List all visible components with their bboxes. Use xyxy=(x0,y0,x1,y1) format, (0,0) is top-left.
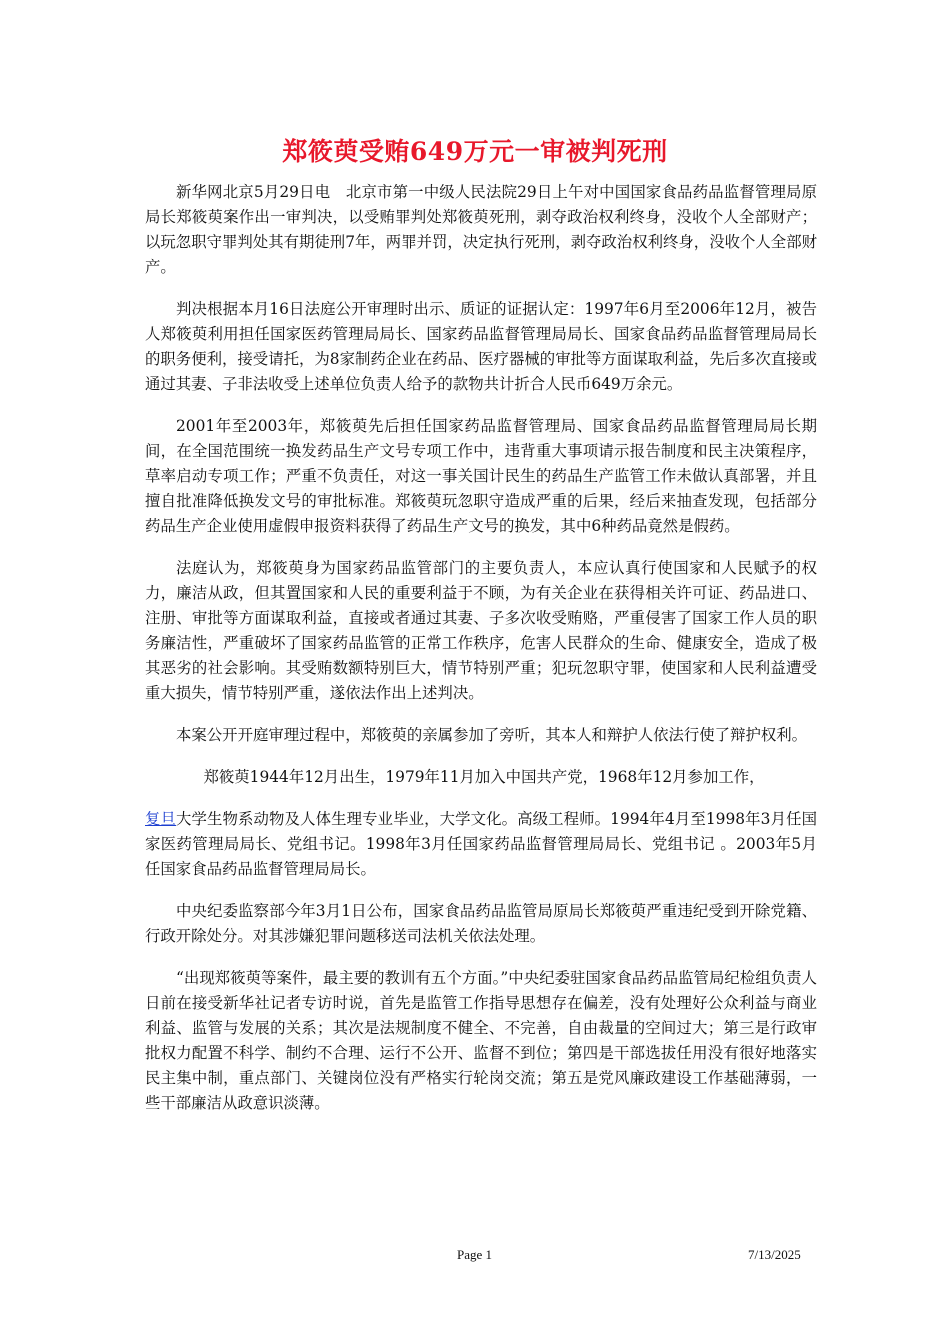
fudan-link[interactable]: 复旦 xyxy=(145,810,177,828)
paragraph-7 xyxy=(145,807,817,882)
paragraph-7-text: 大学生物系动物及人体生理专业毕业，大学文化。高级工程师。1994年4月至1998年3月任国家医药管理局局长、党组书记。1998年3月任国家药品监督管理局局长、党组书记 。2003年5月任国家食品药品监督管理局局长。 xyxy=(145,810,817,878)
article-title: 郑筱萸受贿649万元一审被判死刑 xyxy=(282,137,668,166)
paragraph-4: 法庭认为，郑筱萸身为国家药品监管部门的主要负责人，本应认真行使国家和人民赋予的权力，廉洁从政，但其置国家和人民的重要利益于不顾，为有关企业在获得相关许可证、药品进口、注册、审批等方面谋取利益，直接或者通过其妻、子多次收受贿赂，严重侵害了国家工作人员的职务廉洁性，严重破坏了国家药品监管的正常工作秩序，危害人民群众的生命、健康安全，造成了极其恶劣的社会影响。其受贿数额特别巨大，情节特别严重；犯玩忽职守罪，使国家和人民利益遭受重大损失，情节特别严重，遂依法作出上述判决。 xyxy=(145,559,817,702)
page-number: Page 1 xyxy=(457,1247,493,1262)
paragraph-5: 本案公开开庭审理过程中，郑筱萸的亲属参加了旁听，其本人和辩护人依法行使了辩护权利。 xyxy=(176,726,808,744)
paragraph-1: 新华网北京5月29日电 北京市第一中级人民法院29日上午对中国国家食品药品监督管理局原局长郑筱萸案作出一审判决，以受贿罪判处郑筱萸死刑，剥夺政治权利终身，没收个人全部财产；以玩忽职守罪判处其有期徒刑7年，两罪并罚，决定执行死刑，剥夺政治权利终身，没收个人全部财产。 xyxy=(145,183,817,276)
article-body xyxy=(145,180,817,1133)
paragraph-8: 中央纪委监察部今年3月1日公布，国家食品药品监管局原局长郑筱萸严重违纪受到开除党籍、行政开除处分。对其涉嫌犯罪问题移送司法机关依法处理。 xyxy=(145,902,817,945)
paragraph-6: 郑筱萸1944年12月出生，1979年11月加入中国共产党，1968年12月参加工作， xyxy=(203,768,765,786)
paragraph-3: 2001年至2003年，郑筱萸先后担任国家药品监督管理局、国家食品药品监督管理局局长期间，在全国范围统一换发药品生产文号专项工作中，违背重大事项请示报告制度和民主决策程序，草率启动专项工作；严重不负责任，对这一事关国计民生的药品生产监管工作未做认真部署，并且擅自批准降低换发文号的审批标准。郑筱萸玩忽职守造成严重的后果，经后来抽查发现，包括部分药品生产企业使用虚假申报资料获得了药品生产文号的换发，其中6种药品竟然是假药。 xyxy=(145,417,817,535)
paragraph-2: 判决根据本月16日法庭公开审理时出示、质证的证据认定：1997年6月至2006年12月，被告人郑筱萸利用担任国家医药管理局局长、国家药品监督管理局局长、国家食品药品监督管理局局长的职务便利，接受请托，为8家制药企业在药品、医疗器械的审批等方面谋取利益，先后多次直接或通过其妻、子非法收受上述单位负责人给予的款物共计折合人民币649万余元。 xyxy=(145,300,817,393)
paragraph-9: “出现郑筱萸等案件，最主要的教训有五个方面。”中央纪委驻国家食品药品监管局纪检组负责人日前在接受新华社记者专访时说，首先是监管工作指导思想存在偏差，没有处理好公众利益与商业利益、监管与发展的关系；其次是法规制度不健全、不完善，自由裁量的空间过大；第三是行政审批权力配置不科学、制约不合理、运行不公开、监督不到位；第四是干部选拔任用没有很好地落实民主集中制，重点部门、关键岗位没有严格实行轮岗交流；第五是党风廉政建设工作基础薄弱，一些干部廉洁从政意识淡薄。 xyxy=(145,969,817,1112)
footer-date: 7/13/2025 xyxy=(748,1247,801,1262)
